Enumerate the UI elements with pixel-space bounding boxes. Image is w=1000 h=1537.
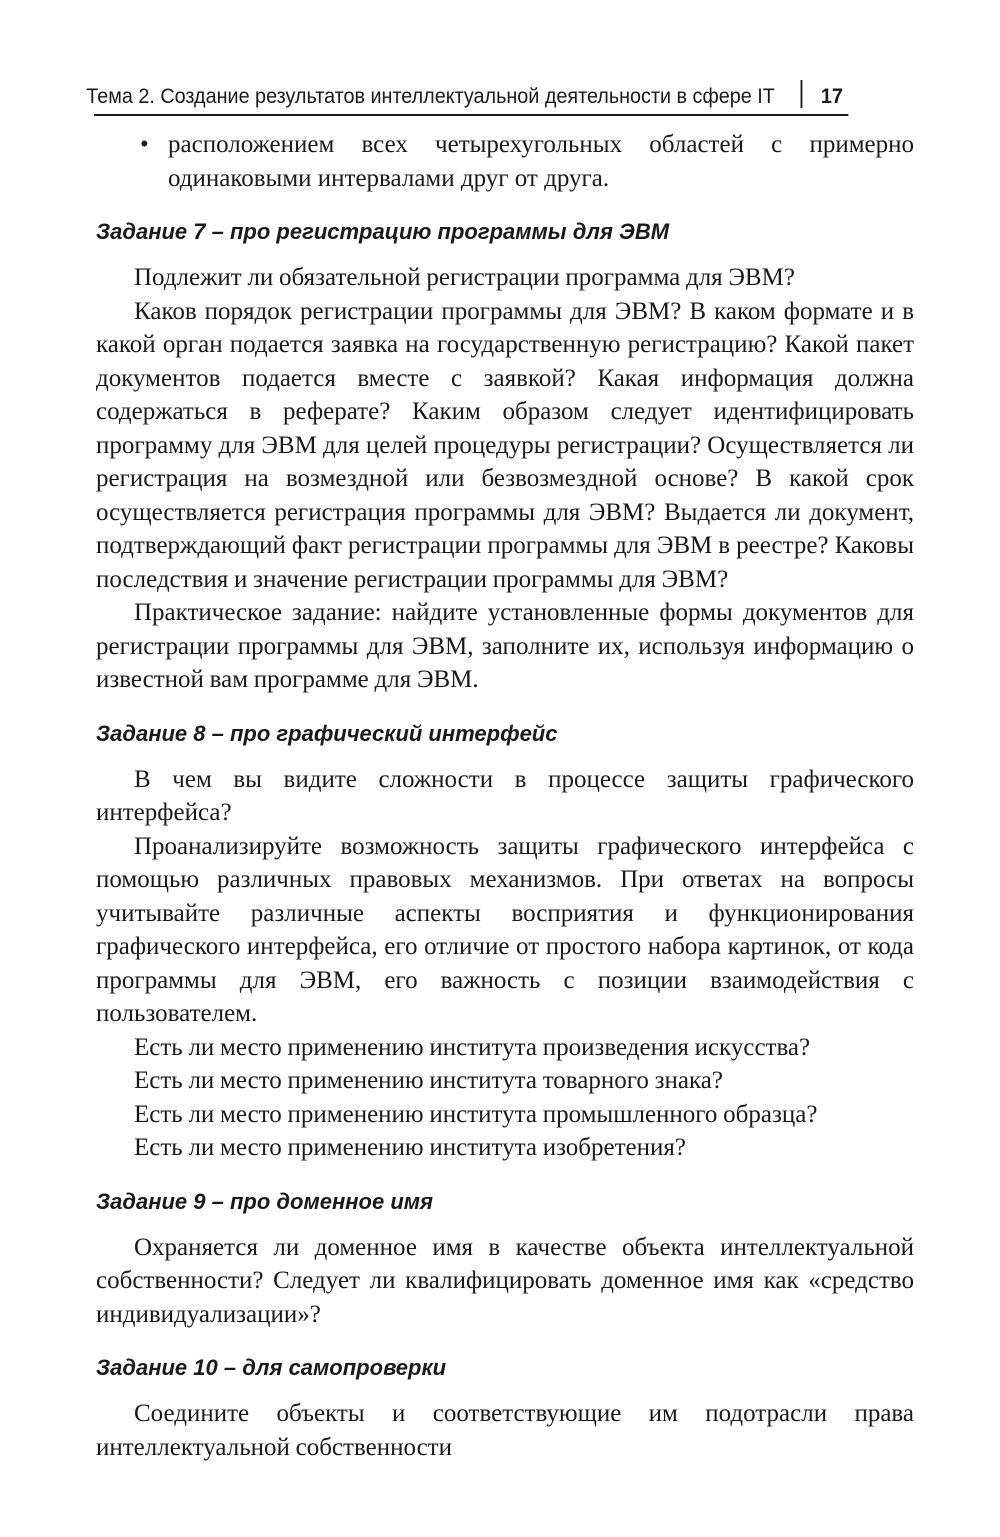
page-number: 17 — [820, 84, 843, 108]
header-separator — [801, 80, 803, 108]
bullet-icon: • — [140, 131, 149, 158]
task7-paragraph-3: Практическое задание: найдите установленные формы документов для регистрации программы для ЭВМ, заполните их, используя информацию о известной вам программе для ЭВМ. — [96, 599, 914, 693]
task8-paragraph-1: В чем вы видите сложности в процессе защиты графического интерфейса? — [96, 765, 914, 826]
bullet-text: расположением всех четырехугольных областей с примерно одинаковыми интервалами друг от друга. — [168, 131, 914, 192]
task8-heading: Задание 8 – про графический интерфейс — [96, 720, 558, 746]
task8-paragraph-2: Проанализируйте возможность защиты графического интерфейса с помощью различных правовых механизмов. При ответах на вопросы учитывайте различные аспекты восприятия и функционирования графического интерфейса, его отличие от простого набора картинок, от кода программы для ЭВМ, его важность с позиции взаимодействия с пользователем. — [96, 832, 914, 1027]
task8-question-1: Есть ли место применению института произведения искусства? — [134, 1033, 811, 1061]
task10-paragraph-1: Соедините объекты и соответствующие им подотрасли права интеллектуальной собственности — [96, 1400, 914, 1461]
task8-question-4: Есть ли место применению института изобретения? — [134, 1134, 686, 1161]
task7-heading: Задание 7 – про регистрацию программы для ЭВМ — [96, 219, 670, 244]
task9-paragraph-1: Охраняется ли доменное имя в качестве объекта интеллектуальной собственности? Следует ли квалифицировать доменное имя как «средство индивидуализации»? — [96, 1233, 914, 1328]
task7-paragraph-2: Каков порядок регистрации программы для ЭВМ? В каком формате и в какой орган подается заявка на государственную регистрацию? Какой пакет документов подается вместе с заявкой? Какая информация должна содержаться в реферате? Каким образом следует идентифицировать программу для ЭВМ для целей процедуры регистрации? Осуществляется ли регистрация на возмездной или безвозмездной основе? В какой срок осуществляется регистрация программы для ЭВМ? Выдается ли документ, подтверждающий факт регистрации программы для ЭВМ в реестре? Каковы последствия и значение регистрации программы для ЭВМ? — [96, 297, 914, 593]
header-title: Тема 2. Создание результатов интеллектуальной деятельности в сфере IT — [86, 84, 775, 108]
task8-question-3: Есть ли место применению института промышленного образца? — [134, 1100, 818, 1128]
task8-question-2: Есть ли место применению института товарного знака? — [134, 1067, 723, 1094]
page-content — [96, 128, 914, 1464]
task7-paragraph-1: Подлежит ли обязательной регистрации программа для ЭВМ? — [134, 264, 795, 291]
task9-heading: Задание 9 – про доменное имя — [96, 1188, 433, 1214]
bullet-item — [96, 128, 914, 195]
task10-heading: Задание 10 – для самопроверки — [96, 1355, 447, 1380]
running-header — [86, 74, 848, 116]
